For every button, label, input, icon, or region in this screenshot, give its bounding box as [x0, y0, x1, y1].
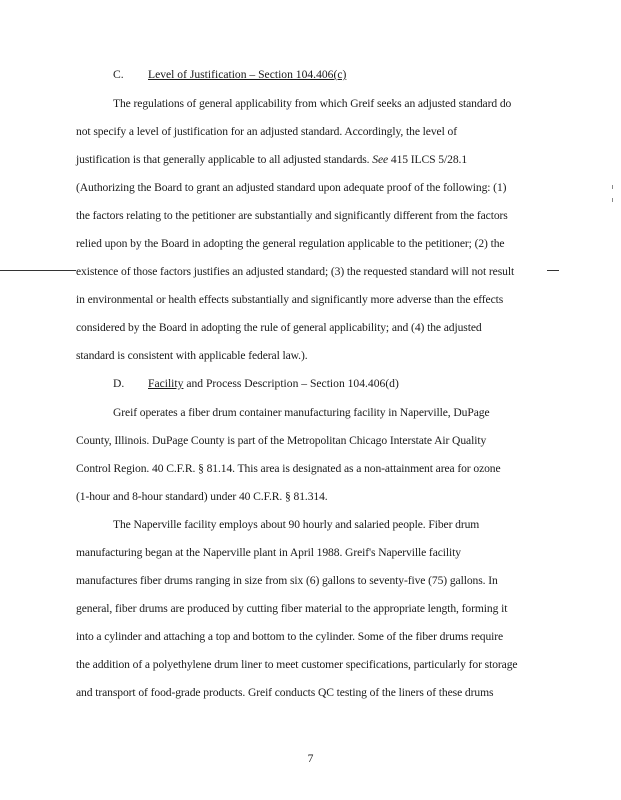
- page-number: 7: [307, 752, 314, 765]
- section-c-line: (Authorizing the Board to grant an adjusted standard upon adequate proof of the following: (1): [76, 181, 507, 194]
- section-c-line: the factors relating to the petitioner are substantially and significantly different from the factors: [76, 209, 508, 222]
- left-margin-rule: [0, 270, 76, 271]
- section-c-title: Level of Justification – Section 104.406(c): [148, 68, 347, 81]
- section-d-p1-line: Greif operates a fiber drum container manufacturing facility in Naperville, DuPage: [113, 406, 490, 419]
- margin-tick-mark: [612, 185, 613, 189]
- section-d-p2-line: manufactures fiber drums ranging in size from six (6) gallons to seventy-five (75) gallons. In: [76, 574, 498, 587]
- section-c-line: not specify a level of justification for an adjusted standard. Accordingly, the level of: [76, 125, 457, 138]
- section-c-line: in environmental or health effects substantially and significantly more adverse than the effects: [76, 293, 504, 306]
- section-d-title-rest: and Process Description – Section 104.406(d): [183, 377, 399, 390]
- section-c-line: considered by the Board in adopting the rule of general applicability; and (4) the adjusted: [76, 321, 482, 334]
- section-d-p1-line: (1-hour and 8-hour standard) under 40 C.F.R. § 81.314.: [76, 490, 328, 503]
- section-d-p2-line: into a cylinder and attaching a top and bottom to the cylinder. Some of the fiber drums require: [76, 630, 504, 643]
- section-d-p1-line: Control Region. 40 C.F.R. § 81.14. This area is designated as a non-attainment area for ozone: [76, 462, 501, 475]
- section-c-line: standard is consistent with applicable federal law.).: [76, 349, 308, 362]
- section-c-line: relied upon by the Board in adopting the general regulation applicable to the petitioner; (2) the: [76, 237, 505, 250]
- section-c-line: The regulations of general applicability from which Greif seeks an adjusted standard do: [113, 97, 512, 110]
- section-d-p2-line: and transport of food-grade products. Greif conducts QC testing of the liners of these drums: [76, 686, 494, 699]
- citation-signal: See: [372, 153, 389, 166]
- section-c-line: existence of those factors justifies an adjusted standard; (3) the requested standard will not result: [76, 265, 515, 278]
- margin-tick-mark: [612, 198, 613, 202]
- section-d-title-underlined: Facility: [148, 377, 184, 390]
- section-d-p2-line: The Naperville facility employs about 90 hourly and salaried people. Fiber drum: [113, 518, 480, 531]
- section-c-line: justification is that generally applicable to all adjusted standards. See 415 ILCS 5/28.1: [76, 153, 468, 166]
- section-c-letter: C.: [113, 68, 124, 81]
- section-d-p2-line: manufacturing began at the Naperville plant in April 1988. Greif's Naperville facility: [76, 546, 461, 559]
- section-d-p2-line: general, fiber drums are produced by cutting fiber material to the appropriate length, forming it: [76, 602, 508, 615]
- section-d-p1-line: County, Illinois. DuPage County is part of the Metropolitan Chicago Interstate Air Quality: [76, 434, 487, 447]
- right-margin-rule: [547, 270, 559, 271]
- section-d-title: [148, 377, 399, 391]
- section-d-letter: D.: [113, 377, 125, 390]
- section-d-p2-line: the addition of a polyethylene drum liner to meet customer specifications, particularly for storage: [76, 658, 518, 671]
